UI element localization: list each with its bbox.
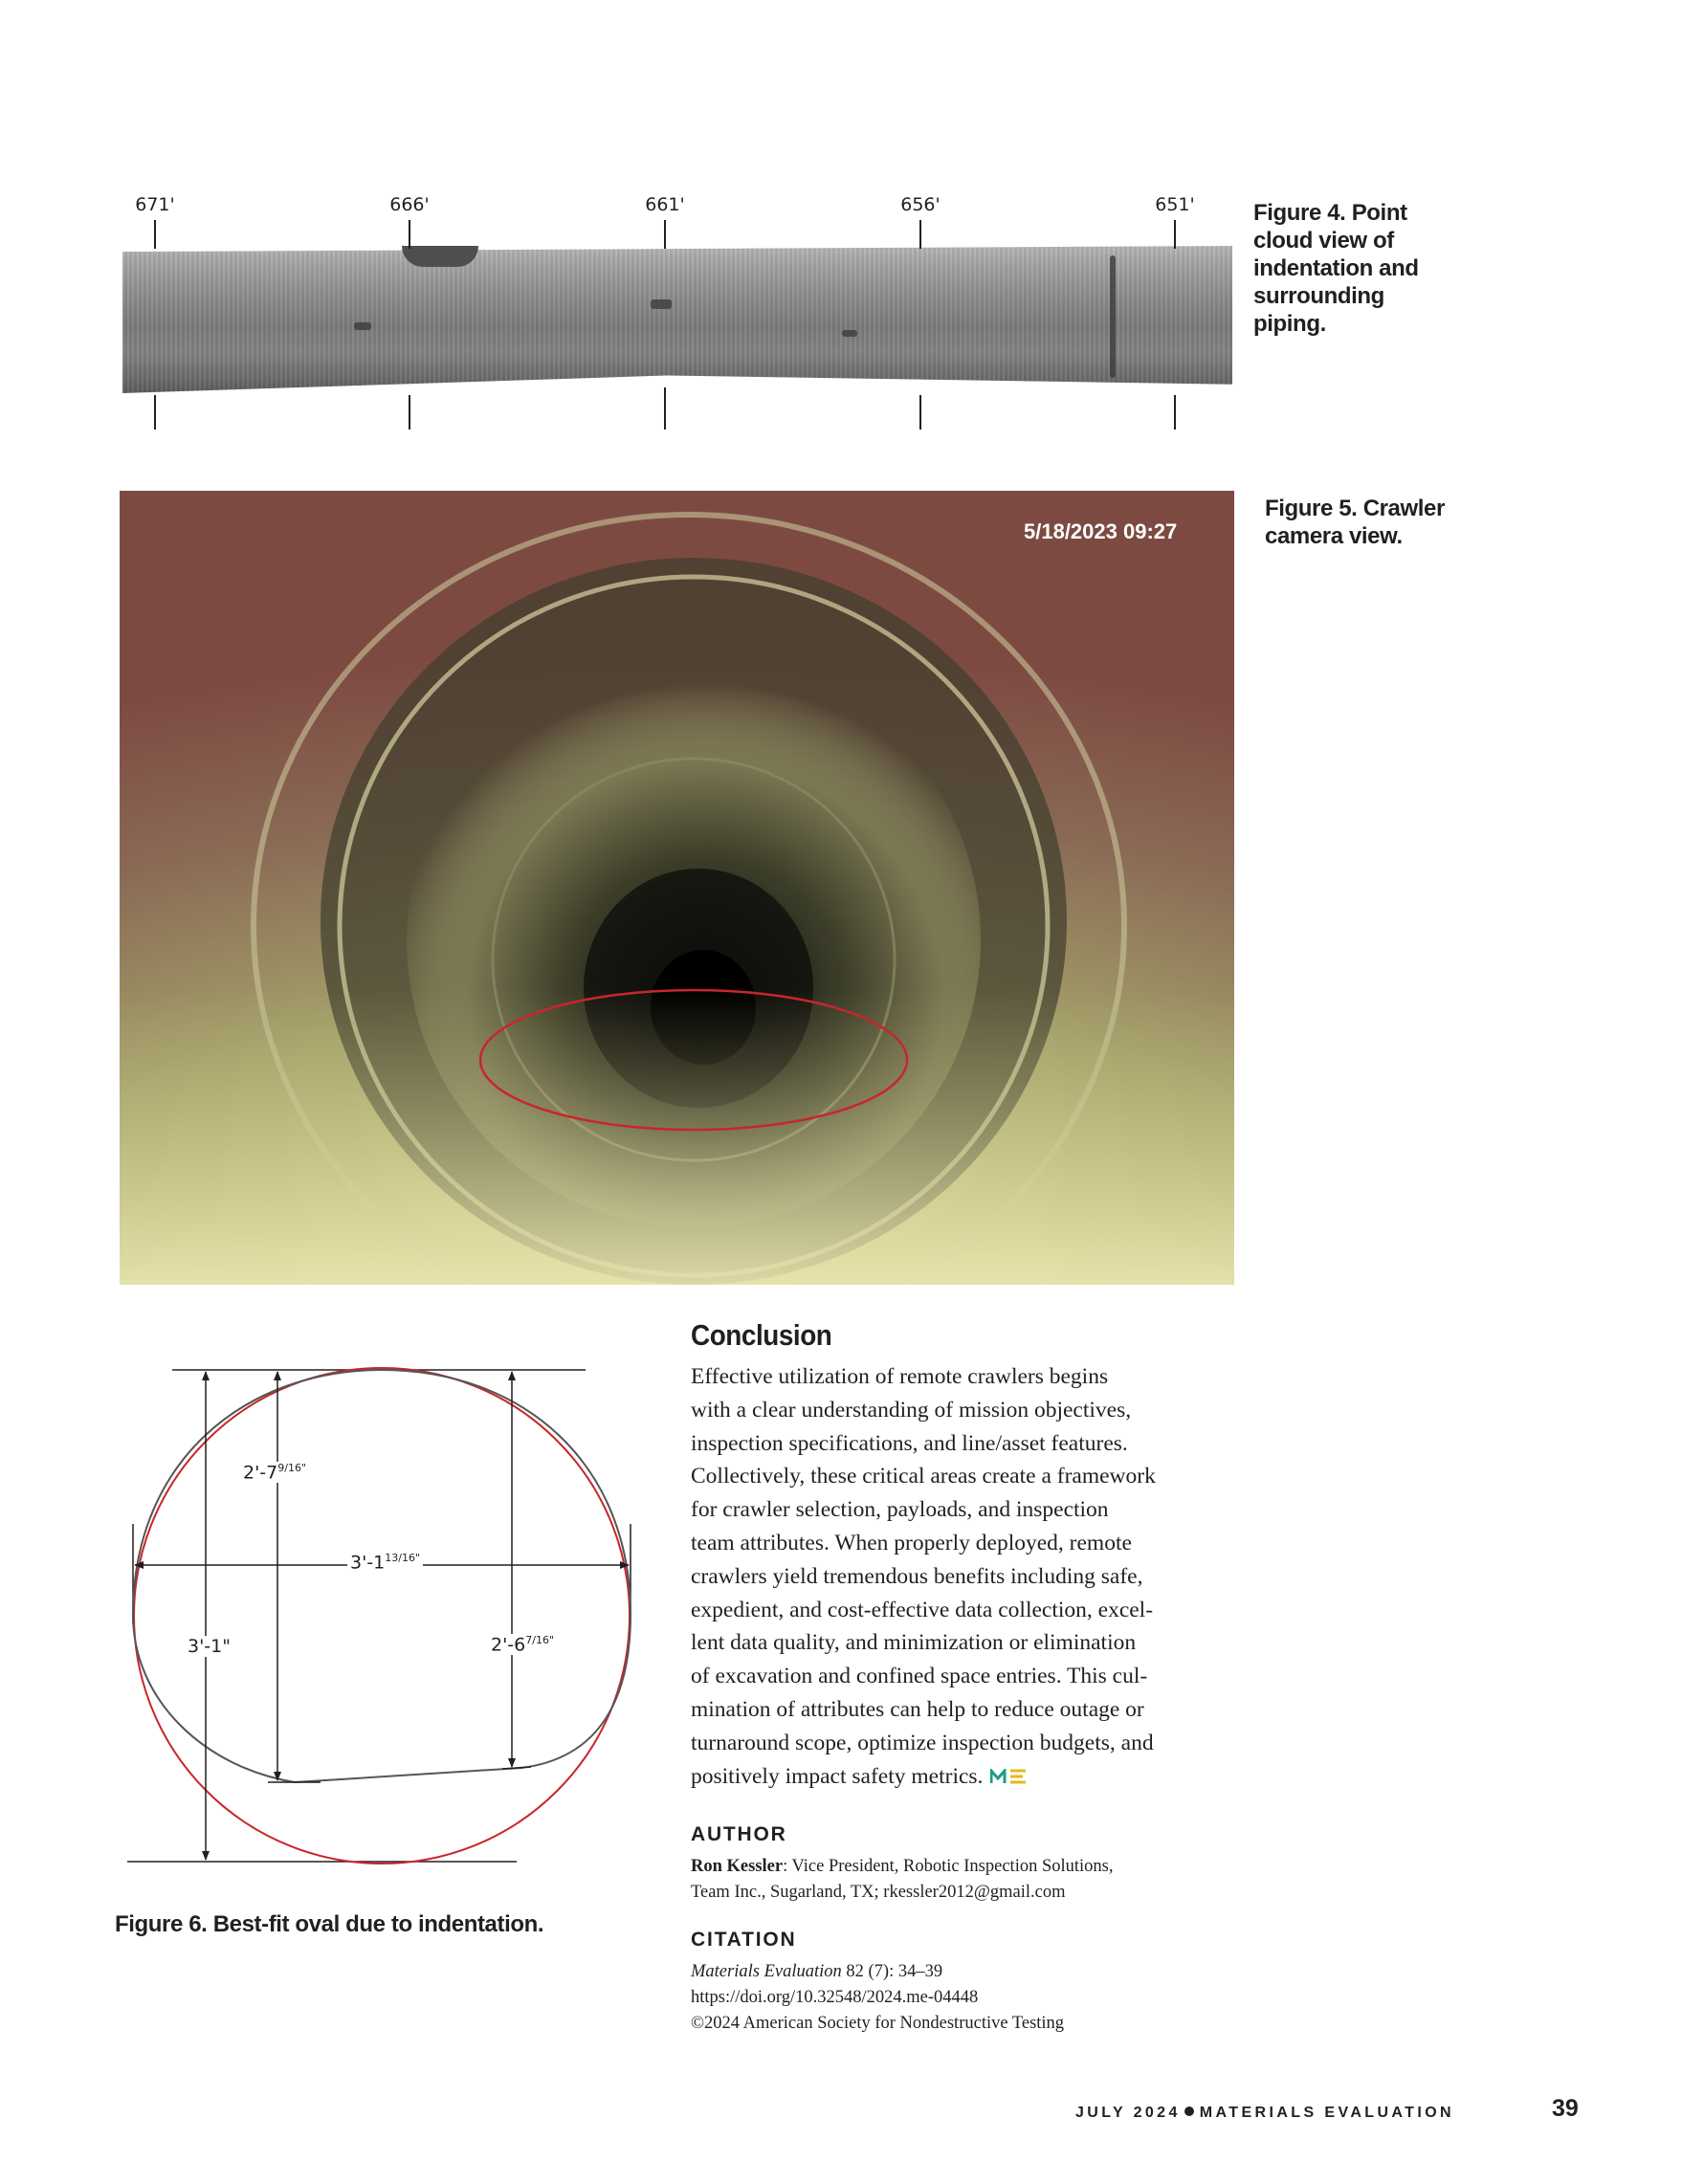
figure-4-caption: Figure 4. Point cloud view of indentation and surrounding piping. bbox=[1253, 200, 1419, 337]
oval-diagram bbox=[120, 1357, 655, 1873]
citation-doi[interactable]: https://doi.org/10.32548/2024.me-04448 bbox=[691, 1987, 979, 2007]
footer-issue: JULY 2024 bbox=[1075, 2105, 1181, 2121]
figure-6-caption: Figure 6. Best-fit oval due to indentation. bbox=[115, 1911, 544, 1937]
conclusion-section bbox=[691, 1318, 1255, 2037]
dim-right-height: $2'-6^{7/16"}$ bbox=[488, 1634, 557, 1655]
author-text: Ron Kessler: Vice President, Robotic Inspection Solutions, Team Inc., Sugarland, TX; rkessler2012@gmail.com bbox=[691, 1856, 1114, 1902]
distance-label: 661' bbox=[645, 194, 685, 215]
pipe-interior-image bbox=[120, 491, 1234, 1285]
distance-label: 651' bbox=[1155, 194, 1195, 215]
author-heading: AUTHOR bbox=[691, 1822, 787, 1845]
author-section bbox=[691, 1823, 1255, 1906]
tick bbox=[409, 395, 410, 430]
point-cloud-pipe-strip bbox=[122, 246, 1232, 393]
dim-width: $3'-1^{13/16"}$ bbox=[347, 1552, 423, 1573]
figure-4-point-cloud bbox=[115, 187, 1239, 435]
citation-heading: CITATION bbox=[691, 1928, 797, 1951]
distance-label: 666' bbox=[389, 194, 430, 215]
tick bbox=[409, 220, 410, 249]
distance-label: 671' bbox=[135, 194, 175, 215]
tick bbox=[154, 220, 156, 249]
citation-text: Materials Evaluation 82 (7): 34–39 https://doi.org/10.32548/2024.me-04448 ©2024 American Society for Nondestructive Testing bbox=[691, 1961, 1065, 2033]
tick bbox=[154, 395, 156, 430]
page-number: 39 bbox=[1552, 2095, 1579, 2122]
running-footer bbox=[1075, 2105, 1454, 2122]
surface-mark bbox=[842, 330, 857, 337]
tick bbox=[664, 220, 666, 249]
camera-timestamp: 5/18/2023 09:27 bbox=[1024, 519, 1178, 543]
tick bbox=[1174, 395, 1176, 430]
figure-6-best-fit-oval bbox=[120, 1357, 655, 1873]
tick bbox=[1174, 220, 1176, 249]
figure-5-crawler-camera-view bbox=[120, 491, 1234, 1285]
figure-5-caption: Figure 5. Crawler camera view. bbox=[1265, 496, 1445, 549]
indentation-mark bbox=[402, 246, 478, 267]
dim-left-height: 3'-1" bbox=[185, 1636, 233, 1657]
tick bbox=[919, 395, 921, 430]
best-fit-circle bbox=[134, 1368, 630, 1864]
me-logo-icon bbox=[990, 1761, 1027, 1795]
conclusion-body: Effective utilization of remote crawlers begins with a clear understanding of mission objectives, inspection specifications, and line/asset features. Collectively, these critical areas create a framework for crawler selection, payloads, and inspection team attributes. When properly deployed, remote crawlers yield tremendous benefits including safe, expedient, and cost-effective data collection, excel- lent data quality, and minimization or elimination of excavation and confined space entries. This cul- mination of attributes can help to reduce outage or turnaround scope, optimize inspection budgets, and positively impact safety metrics. bbox=[691, 1360, 1255, 1795]
conclusion-heading: Conclusion bbox=[691, 1318, 832, 1352]
citation-journal: Materials Evaluation bbox=[691, 1961, 842, 1981]
bullet-dot bbox=[1184, 2107, 1194, 2116]
weld-seam bbox=[1110, 255, 1116, 378]
footer-journal: MATERIALS EVALUATION bbox=[1199, 2105, 1454, 2121]
tick bbox=[919, 220, 921, 249]
citation-section bbox=[691, 1929, 1255, 2037]
surface-mark bbox=[651, 299, 672, 309]
dim-inner-left-height: $2'-7^{9/16"}$ bbox=[240, 1462, 309, 1483]
surface-mark bbox=[354, 322, 371, 330]
author-name: Ron Kessler bbox=[691, 1856, 784, 1876]
tick bbox=[664, 387, 666, 430]
dented-profile bbox=[133, 1370, 631, 1782]
distance-label: 656' bbox=[900, 194, 941, 215]
